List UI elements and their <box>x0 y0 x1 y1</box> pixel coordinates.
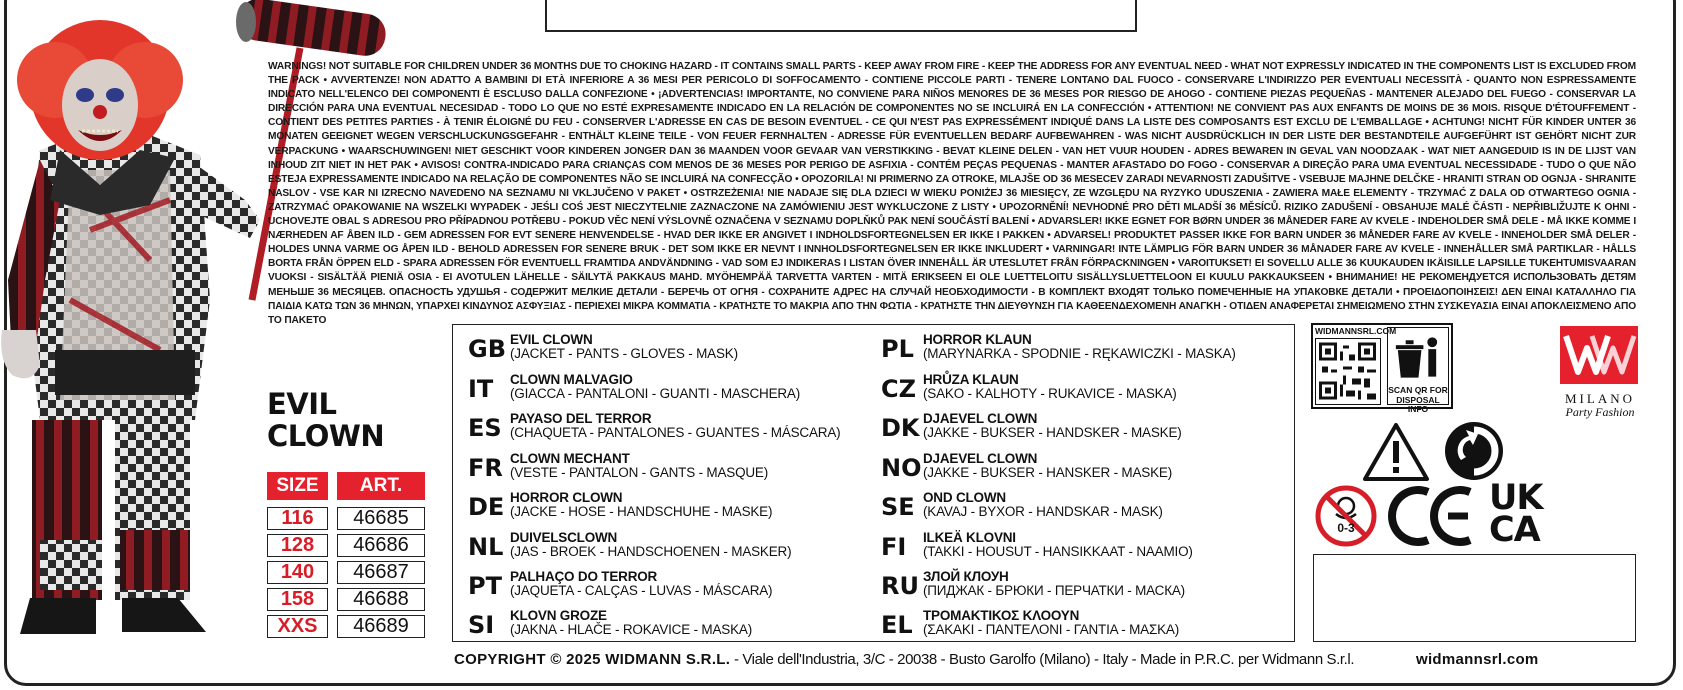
components-list: (KAVAJ - BYXOR - HANDSKAR - MASK) <box>923 504 1163 519</box>
components-list: (JAKNA - HLAČE - ROKAVICE - MASKA) <box>510 622 752 637</box>
qr-code-icon[interactable] <box>1315 338 1381 405</box>
language-code: NO <box>881 454 922 482</box>
brand-tagline: Party Fashion <box>1565 405 1635 419</box>
product-name: ЗЛОЙ КЛОУН <box>923 569 1009 584</box>
article-cell: 46688 <box>337 588 425 611</box>
components-list: (VESTE - PANTALON - GANTS - MASQUE) <box>510 465 769 480</box>
language-code: SE <box>881 493 915 521</box>
components-list: (MARYNARKA - SPODNIE - RĘKAWICZKI - MASKA) <box>923 346 1236 361</box>
language-code: DE <box>468 493 505 521</box>
product-name: DUIVELSCLOWN <box>510 530 618 545</box>
product-name: DJAEVEL CLOWN <box>923 411 1038 426</box>
copyright-line <box>454 651 1354 669</box>
safety-warnings-text: WARNINGS! NOT SUITABLE FOR CHILDREN UNDER 36 MONTHS DUE TO CHOKING HAZARD - IT CONTAINS SMALL PARTS - KEEP AWAY FROM FIRE - KEEP THE ADDRESS FOR ANY EVENTUAL NEED - WHAT NOT EXPRESSLY INDICATED IN THE COMPONENTS LIST IS EXCLUDED FROM THE PACK • AVVERTENZE! NON ADATTO A BAMBINI DI ETÀ INFERIORE A 36 MESI PER PERICOLO DI SOFFOCAMENTO - CONTIENE PICCOLE PARTI - TENERE LONTANO DAL FUOCO - CONSERVARE L'INDIRIZZO PER EVENTUALI NECESSITÀ - QUANTO NON ESPRESSAMENTE INDICATO NELL'ELENCO DEI COMPONENTI È ESCLUSO DALLA CONFEZIONE • ¡ADVERTENCIAS! IMPORTANTE, NO CONVIENE PARA NIÑOS MENORES DE 36 MESES POR RIESGO DE AHOGO - CONTIENE PIEZAS PEQUEÑAS - MANTENER ALEJADO DEL FUEGO - CONSERVAR LA DIRECCIÓN PARA UNA EVENTUAL NECESIDAD - TODO LO QUE NO ESTÉ EXPRESAMENTE INDICADO EN LA RELACIÓN DE COMPONENTES NO SE INCLUIRÁ EN LA CONFECCIÓN • ATTENTION! NE CONVIENT PAS AUX ENFANTS DE MOINS DE 36 MOIS. RISQUE D'ÉTOUFFEMENT - CONTIENT DES PETITES PARTIES - À TENIR ÉLOIGNÉ DU FEU - CONSERVER L'ADRESSE EN CAS DE BESOIN EVENTUEL - CE QUI N'EST PAS EXPRESSÉMENT INDIQUÉ DANS LA LISTE DES COMPOSANTS EST EXCLU DE L'EMBALLAGE • ACHTUNG! NICHT FÜR KINDER UNTER 36 MONATEN GEEIGNET WEGEN VERSCHLUCKUNGSGEFAHR - ENTHÄLT KLEINE TEILE - VON FEUER FERNHALTEN - ADRESSE FÜR EVENTUELLEN BEDARF AUFBEWAHREN - WAS NICHT AUSDRÜCKLICH IN DER LISTE DER BESTANDTEILE AUFGEFÜHRT IST GEHÖRT NICHT ZUR VERPACKUNG • WAARSCHUWINGEN! NIET GESCHIKT VOOR KINDEREN JONGER DAN 36 MAANDEN VOOR GEVAAR VAN VERSTIKKING - BEVAT KLEINE DELEN - VAN HET VUUR HOUDEN - ADRES BEWAREN IN GEVAL VAN NOODZAAK - WAT NIET AANGEDUID IS IN DE LIJST VAN INHOUD ZIT NIET IN HET PAK • AVISOS! CONTRA-INDICADO PARA CRIANÇAS COM MENOS DE 36 MESES POR PERIGO DE ASFIXIA - CONTÉM PEÇAS PEQUENAS - MANTER AFASTADO DO FOGO - CONSERVAR A DIREÇÃO PARA UMA EVENTUAL NECESSIDADE - TUDO O QUE NÃO ESTEJA EXPRESSAMENTE INDICADO NA RELAÇÃO DE COMPONENTES NÃO SE INCLUIRÁ NA CONFECÇÃO • OPOZORILA! NI PRIMERNO ZA OTROKE, MLAJŠE OD 36 MESECEV ZARADI NEVARNOSTI ZADUŠITVE - VSEBUJE MAJHNE DELČKE - HRANITI STRAN OD OGNJA - SHRANITE NASLOV - VSE KAR NI IZRECNO NAVEDENO NA SEZNAMU NI VKLJUČENO V PAKET • OSTRZEŻENIA! NIE NADAJE SIĘ DLA DZIECI W WIEKU PONIŻEJ 36 MIESIĘCY, ZE WZGLĘDU NA RYZYKO UDUSZENIA - ZAWIERA MAŁE ELEMENTY - TRZYMAĆ Z DALA OD OTWARTEGO OGNIA - ZATRZYMAĆ OPAKOWANIE NA WSZELKI WYPADEK - JEŚLI COŚ JEST NIECZYTELNIE ZAZNACZONE NA ZAMÓWIENIU JEST WYKLUCZONE Z LISTY • UPOZORNĚNÍ! NEVHODNÉ PRO DĚTI MLADŠÍ 36 MĚSÍCŮ. RIZIKO ZADUŠENÍ - OBSAHUJE MALÉ ČÁSTI - NEPŘIBLIŽUJTE K OHNI - UCHOVEJTE OBAL S ADRESOU PRO PŘÍPADNOU POTŘEBU - POKUD VĚC NENÍ VÝSLOVNĚ OZNAČENA V SEZNAMU DOPLŇKŮ PAK NENÍ SOUČÁSTÍ BALENÍ • ADVARSLER! IKKE EGNET FOR BØRN UNDER 36 MÅNEDER FARE AV KVELE - INDEHOLDER SMÅ DELE - MÅ IKKE KOMME I NÆRHEDEN AF ÅBEN ILD - GEM ADRESSEN FOR EVT SENERE HENVENDELSE - HVAD DER IKKE ER ANGIVET I INDHOLDSFORTEGNELSEN ER IKKE I PAKKEN • ADVARSEL! PRODUKTET PASSER IKKE FOR BARN UNDER 36 MÅNEDER FARE AV KVELE - INNEHOLDER SMÅ DELER - HOLDES UNNA VARME OG ÅPEN ILD - BEHOLD ADRESSEN FOR SENERE BRUK - DET SOM IKKE ER NEVNT I INNHOLDSFORTEGNELSEN ER IKKE INKLUDERT • VARNINGAR! INTE LÄMPLIG FÖR BARN UNDER 36 MÅNADER FARE AV KVELE - INNEHÅLLER SMÅ PARTIKLAR - HÅLLS BORTA FRÅN ÖPPEN ELD - SPARA ADRESSEN FÖR EVENTUELL FRAMTIDA ANDVÄNDNING - VAD SOM EJ INDIKERAS I LISTAN ÖVER INNEHÅLL ÄR UTESLUTET FRÅN FÖRPACKNINGEN • VAROITUKSET! EI SOVELLU ALLE 36 KUUKAUDEN IKÄISILLE LAPSILLE TUKEHTUMISVAARAN VUOKSI - SISÄLTÄÄ PIENIÄ OSIA - EI AVOTULEN LÄHELLE - SÄILYTÄ PAKKAUS MAHD. MYÖHEMPÄÄ TARVETTA VARTEN - MITÄ ERIKSEEN EI OLE LUETTELOITU SISÄLLYSLUETTELOON EI KUULU PAKKAUKSEEN • ВНИМАНИЕ! НЕ РЕКОМЕНДУЕТСЯ ИСПОЛЬЗОВАТЬ ДЕТЯМ МЕНЬШЕ 36 МЕСЯЦЕВ. ОПАСНОСТЬ УДУШЬЯ - СОДЕРЖИТ МЕЛКИЕ ДЕТАЛИ - БЕРЕЧЬ ОТ ОГНЯ - СОХРАНИТЕ АДРЕС НА СЛУЧАЙ НЕОБХОДИМОСТИ - В КОМПЛЕКТ ВХОДЯТ ТОЛЬКО ПОМЕЧЕННЫЕ НА УПАКОВКЕ ДЕТАЛИ • ΠΡΟΕΙΔΟΠΟΙΗΣΕΙΣ! ΔΕΝ ΕΙΝΑΙ ΚΑΤΑΛΛΗΛΟ ΓΙΑ ΠΑΙΔΙΑ ΚΑΤΩ ΤΩΝ 36 ΜΗΝΩΝ, ΥΠΑΡΧΕΙ ΚΙΝΔΥΝΟΣ ΑΣΦΥΞΙΑΣ - ΠΕΡΙΕΧΕΙ ΜΙΚΡΑ ΚΟΜΜΑΤΙΑ - ΚΡΑΤΗΣΤΕ ΤΟ ΜΑΚΡΙΑ ΑΠΟ ΤΗΝ ΦΩΤΙΑ - ΚΡΑΤΗΣΤΕ ΤΗΝ ΔΙΕΥΘΥΝΣΗ ΓΙΑ ΚΑΘΕΕΝΔΕΧΟΜΕΝΗ ΑΝΑΓΚΗ - ΟΤΙΔΕΝ ΑΝΑΦΕΡΕΤΑΙ ΣΗΜΕΙΩΜΕΝΟ ΣΤΗΝ ΣΥΣΚΕΥΑΣΙΑ ΕΙΝΑΙ ΑΠΟΚΛΕΙΣΜΕΝΟ ΑΠΟ ΤΟ ΠΑΚΕΤΟ <box>268 61 1636 326</box>
language-code: PT <box>468 572 502 600</box>
disposal-label: SCAN QR FOR DISPOSAL INFO <box>1388 385 1448 414</box>
components-list: (JAS - BROEK - HANDSCHOENEN - MASKER) <box>510 544 792 559</box>
components-list: (JAQUETA - CALÇAS - LUVAS - MÁSCARA) <box>510 583 773 598</box>
components-list: (CHAQUETA - PANTALONES - GUANTES - MÁSCARA) <box>510 425 841 440</box>
product-name: PALHAÇO DO TERROR <box>510 569 658 584</box>
widmann-logo <box>1558 322 1648 419</box>
ukca-top: UK <box>1489 478 1543 518</box>
product-title-line-2: CLOWN <box>267 419 385 453</box>
logo-letter: W <box>1558 322 1559 323</box>
size-cell: 116 <box>267 507 328 530</box>
product-name: ΤΡΟΜΑΚΤΙΚΟΣ ΚΛΟΟΥΝ <box>923 608 1080 623</box>
components-list: (JACKET - PANTS - GLOVES - MASK) <box>510 346 738 361</box>
product-title-line-1: EVIL <box>267 387 337 421</box>
product-name: EVIL CLOWN <box>510 332 593 347</box>
ce-mark-icon <box>1390 484 1480 548</box>
recycling-bin-icon <box>1388 328 1447 384</box>
product-name: CLOWN MECHANT <box>510 451 630 466</box>
costume-figure-illustration <box>0 0 280 690</box>
product-name: HORROR CLOWN <box>510 490 623 505</box>
size-cell: 158 <box>267 588 328 611</box>
disposal-info-box <box>1387 327 1449 414</box>
website-link[interactable]: widmannsrl.com <box>1416 651 1539 668</box>
product-name: CLOWN MALVAGIO <box>510 372 633 387</box>
size-column-header: SIZE <box>267 472 328 500</box>
size-cell: 140 <box>267 561 328 584</box>
components-list: (JACKE - HOSE - HANDSCHUHE - MASKE) <box>510 504 773 519</box>
product-name: DJAEVEL CLOWN <box>923 451 1038 466</box>
components-list: (JAKKE - BUKSER - HANDSKER - MASKE) <box>923 425 1182 440</box>
language-code: CZ <box>881 375 917 403</box>
language-code: IT <box>468 375 494 403</box>
language-code: RU <box>881 572 919 600</box>
language-code: DK <box>881 414 920 442</box>
language-code: PL <box>881 335 914 363</box>
ukca-bottom: CA <box>1489 510 1540 550</box>
product-name: KLOVN GROZE <box>510 608 607 623</box>
qr-url-label: WIDMANNSRL.COM <box>1315 326 1397 336</box>
blank-label-box <box>1313 554 1636 642</box>
size-cell: 128 <box>267 534 328 557</box>
product-name: HRŮZA KLAUN <box>923 372 1019 387</box>
article-column-header: ART. <box>337 472 425 500</box>
article-cell: 46686 <box>337 534 425 557</box>
product-name: ILKEÄ KLOVNI <box>923 530 1016 545</box>
green-dot-icon <box>1443 420 1505 482</box>
article-cell: 46685 <box>337 507 425 530</box>
article-cell: 46689 <box>337 615 425 638</box>
brand-milano: MILANO <box>1565 391 1635 406</box>
size-cell: XXS <box>267 615 328 638</box>
product-title <box>267 388 417 452</box>
qr-disposal-panel <box>1311 323 1453 414</box>
components-list: (ΣΑΚΑΚΙ - ΠΑΝΤΕΛΟΝΙ - ΓΑΝΤΙΑ - ΜΑΣΚΑ) <box>923 622 1179 637</box>
ukca-mark-icon <box>1489 478 1555 550</box>
localized-names-box <box>452 324 1295 642</box>
language-code: FI <box>881 533 907 561</box>
language-code: FR <box>468 454 503 482</box>
language-code: ES <box>468 414 502 442</box>
product-name: HORROR KLAUN <box>923 332 1032 347</box>
components-list: (SAKO - KALHOTY - RUKAVICE - MASKA) <box>923 386 1177 401</box>
language-code: GB <box>468 335 506 363</box>
language-code: NL <box>468 533 504 561</box>
age-warning-icon <box>1314 484 1378 548</box>
components-list: (JAKKE - BUKSER - HANSKER - MASKE) <box>923 465 1172 480</box>
warning-triangle-icon <box>1361 421 1431 483</box>
package-window-outline <box>545 0 1137 32</box>
language-code: EL <box>881 611 913 639</box>
copyright-holder: COPYRIGHT © 2025 WIDMANN S.R.L. <box>454 651 731 668</box>
product-name: PAYASO DEL TERROR <box>510 411 652 426</box>
components-list: (TAKKI - HOUSUT - HANSIKKAAT - NAAMIO) <box>923 544 1193 559</box>
language-code: SI <box>468 611 495 639</box>
components-list: (GIACCA - PANTALONI - GUANTI - MASCHERA) <box>510 386 801 401</box>
article-cell: 46687 <box>337 561 425 584</box>
components-list: (ПИДЖАК - БРЮКИ - ПЕРЧАТКИ - МАСКА) <box>923 583 1185 598</box>
product-name: OND CLOWN <box>923 490 1006 505</box>
widmann-logo-icon <box>1558 322 1642 388</box>
age-label: 0-3 <box>1337 521 1355 535</box>
copyright-address: - Viale dell'Industria, 3/C - 20038 - Busto Garolfo (Milano) - Italy - Made in P.R.C. per Widmann S.r.l. <box>730 651 1355 668</box>
